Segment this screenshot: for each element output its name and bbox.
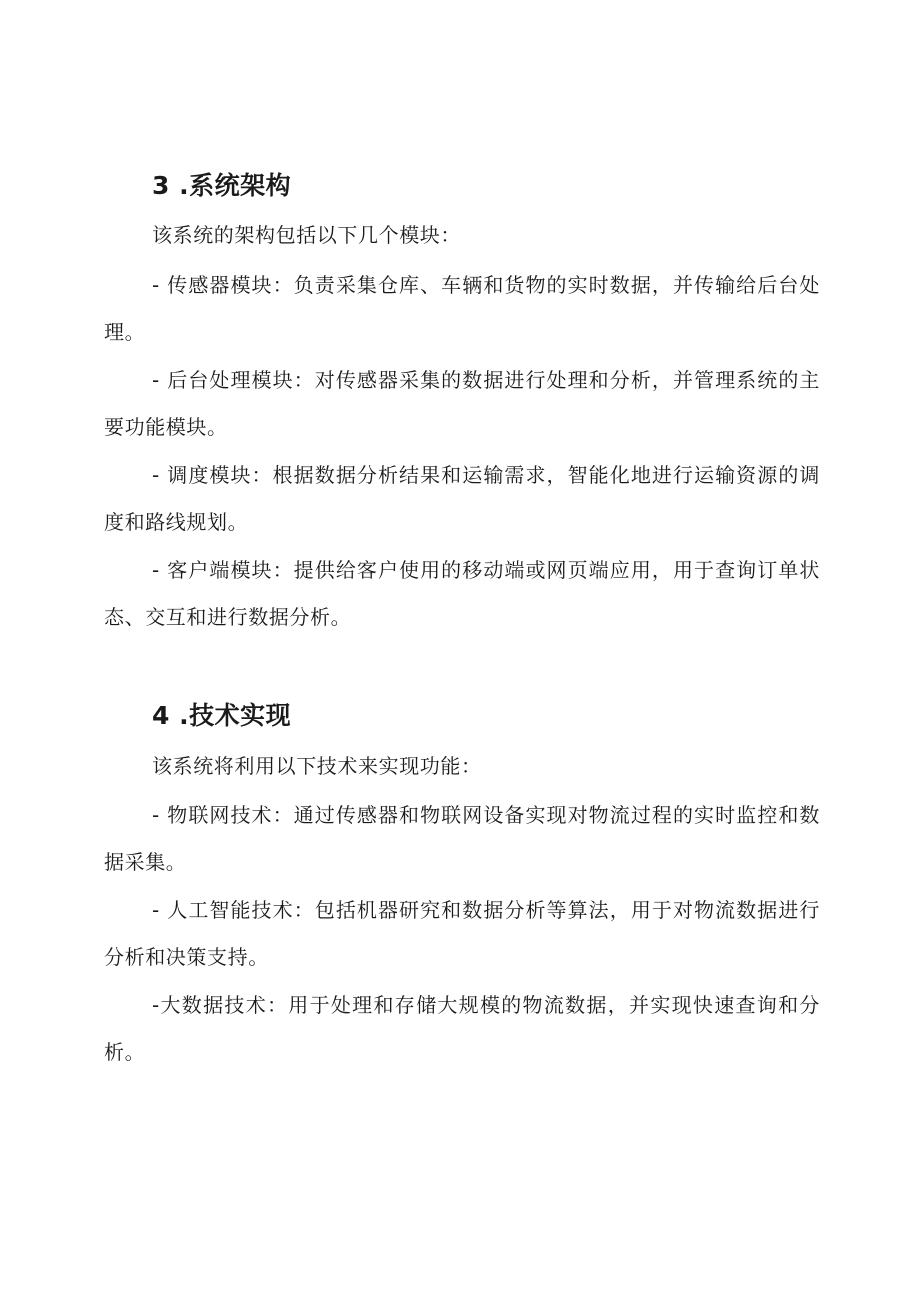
list-item-dispatch-module: - 调度模块：根据数据分析结果和运输需求，智能化地进行运输资源的调度和路线规划。 xyxy=(104,463,820,534)
list-item-sensor-module: - 传感器模块：负责采集仓库、车辆和货物的实时数据，并传输给后台处理。 xyxy=(104,273,820,344)
list-item-ai-tech: - 人工智能技术：包括机器研究和数据分析等算法，用于对物流数据进行分析和决策支持。 xyxy=(104,898,820,969)
section-heading-architecture: 3 .系统架构 xyxy=(152,171,292,200)
section-intro-architecture: 该系统的架构包括以下几个模块： xyxy=(152,223,461,247)
list-item-bigdata-tech: -大数据技术：用于处理和存储大规模的物流数据，并实现快速查询和分析。 xyxy=(104,993,820,1064)
section-heading-implementation: 4 .技术实现 xyxy=(152,701,292,730)
list-item-iot-tech: - 物联网技术：通过传感器和物联网设备实现对物流过程的实时监控和数据采集。 xyxy=(104,803,820,874)
list-item-backend-module: - 后台处理模块：对传感器采集的数据进行处理和分析，并管理系统的主要功能模块。 xyxy=(104,368,820,439)
section-intro-implementation: 该系统将利用以下技术来实现功能： xyxy=(152,754,482,778)
list-item-client-module: - 客户端模块：提供给客户使用的移动端或网页端应用，用于查询订单状态、交互和进行数据分析。 xyxy=(104,558,820,629)
